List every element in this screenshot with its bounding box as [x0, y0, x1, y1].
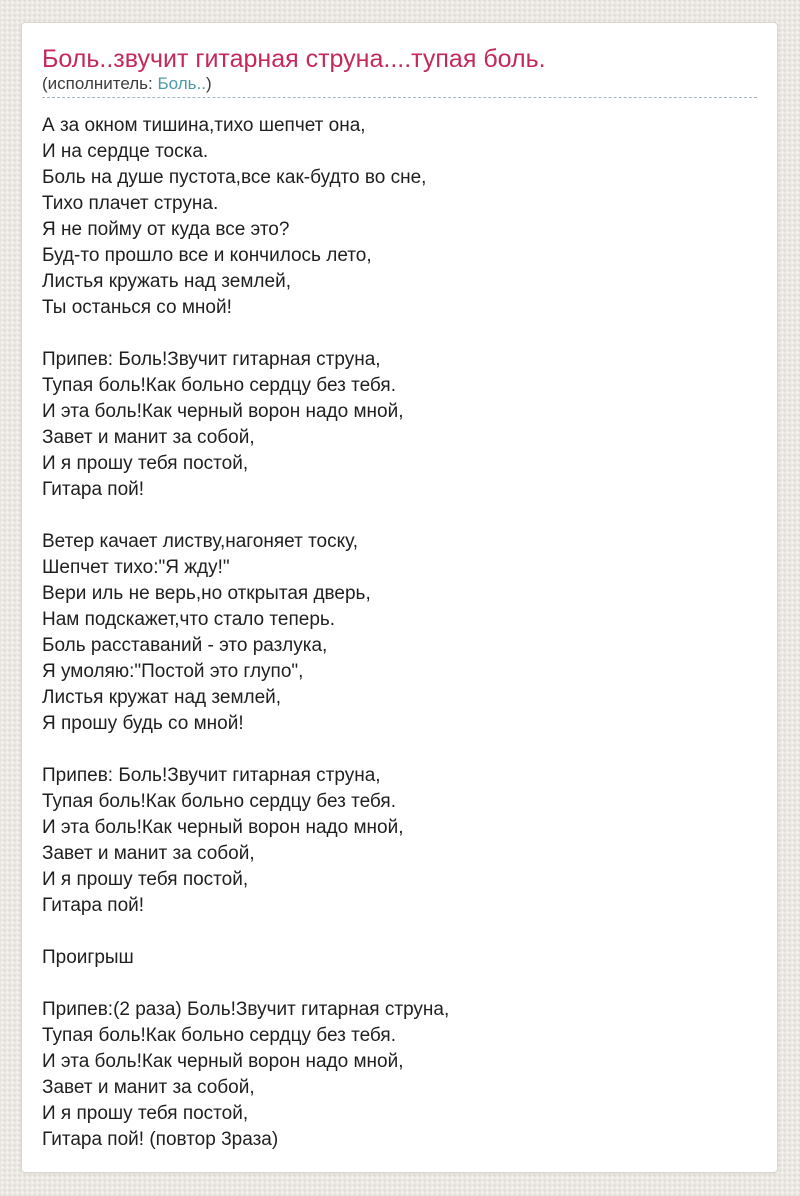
stanza: Ветер качает листву,нагоняет тоску, Шепчет тихо:"Я жду!" Вери иль не верь,но открытая дверь, Нам подскажет,что стало теперь. Боль расставаний - это разлука, Я умоляю:"Постой это глупо", Листья кружат над землей, Я прошу будь со мной! — [42, 531, 371, 734]
artist-line — [42, 74, 757, 94]
lyrics-card — [21, 22, 778, 1173]
stanza: Припев: Боль!Звучит гитарная струна, Тупая боль!Как больно сердцу без тебя. И эта боль!Как черный ворон надо мной, Завет и манит за собой, И я прошу тебя постой, Гитара пой! — [42, 765, 404, 916]
stanza: Проигрыш — [42, 947, 134, 968]
lyrics — [42, 113, 757, 1153]
header-block — [42, 44, 757, 98]
artist-suffix: ) — [205, 74, 212, 93]
stanza: А за окном тишина,тихо шепчет она, И на сердце тоска. Боль на душе пустота,все как-будто во сне, Тихо плачет струна. Я не пойму от куда все это? Буд-то прошло все и кончилось лето, Листья кружать над землей, Ты останься со мной! — [42, 115, 427, 318]
stanza: Припев: Боль!Звучит гитарная струна, Тупая боль!Как больно сердцу без тебя. И эта боль!Как черный ворон надо мной, Завет и манит за собой, И я прошу тебя постой, Гитара пой! — [42, 349, 404, 500]
stanza: Припев:(2 раза) Боль!Звучит гитарная струна, Тупая боль!Как больно сердцу без тебя. И эта боль!Как черный ворон надо мной, Завет и манит за собой, И я прошу тебя постой, Гитара пой! (повтор 3раза) — [42, 999, 450, 1150]
artist-prefix: (исполнитель: — [42, 74, 158, 93]
artist-link[interactable]: Боль.. — [157, 74, 206, 93]
page-title: Боль..звучит гитарная струна....тупая боль. — [42, 45, 546, 73]
